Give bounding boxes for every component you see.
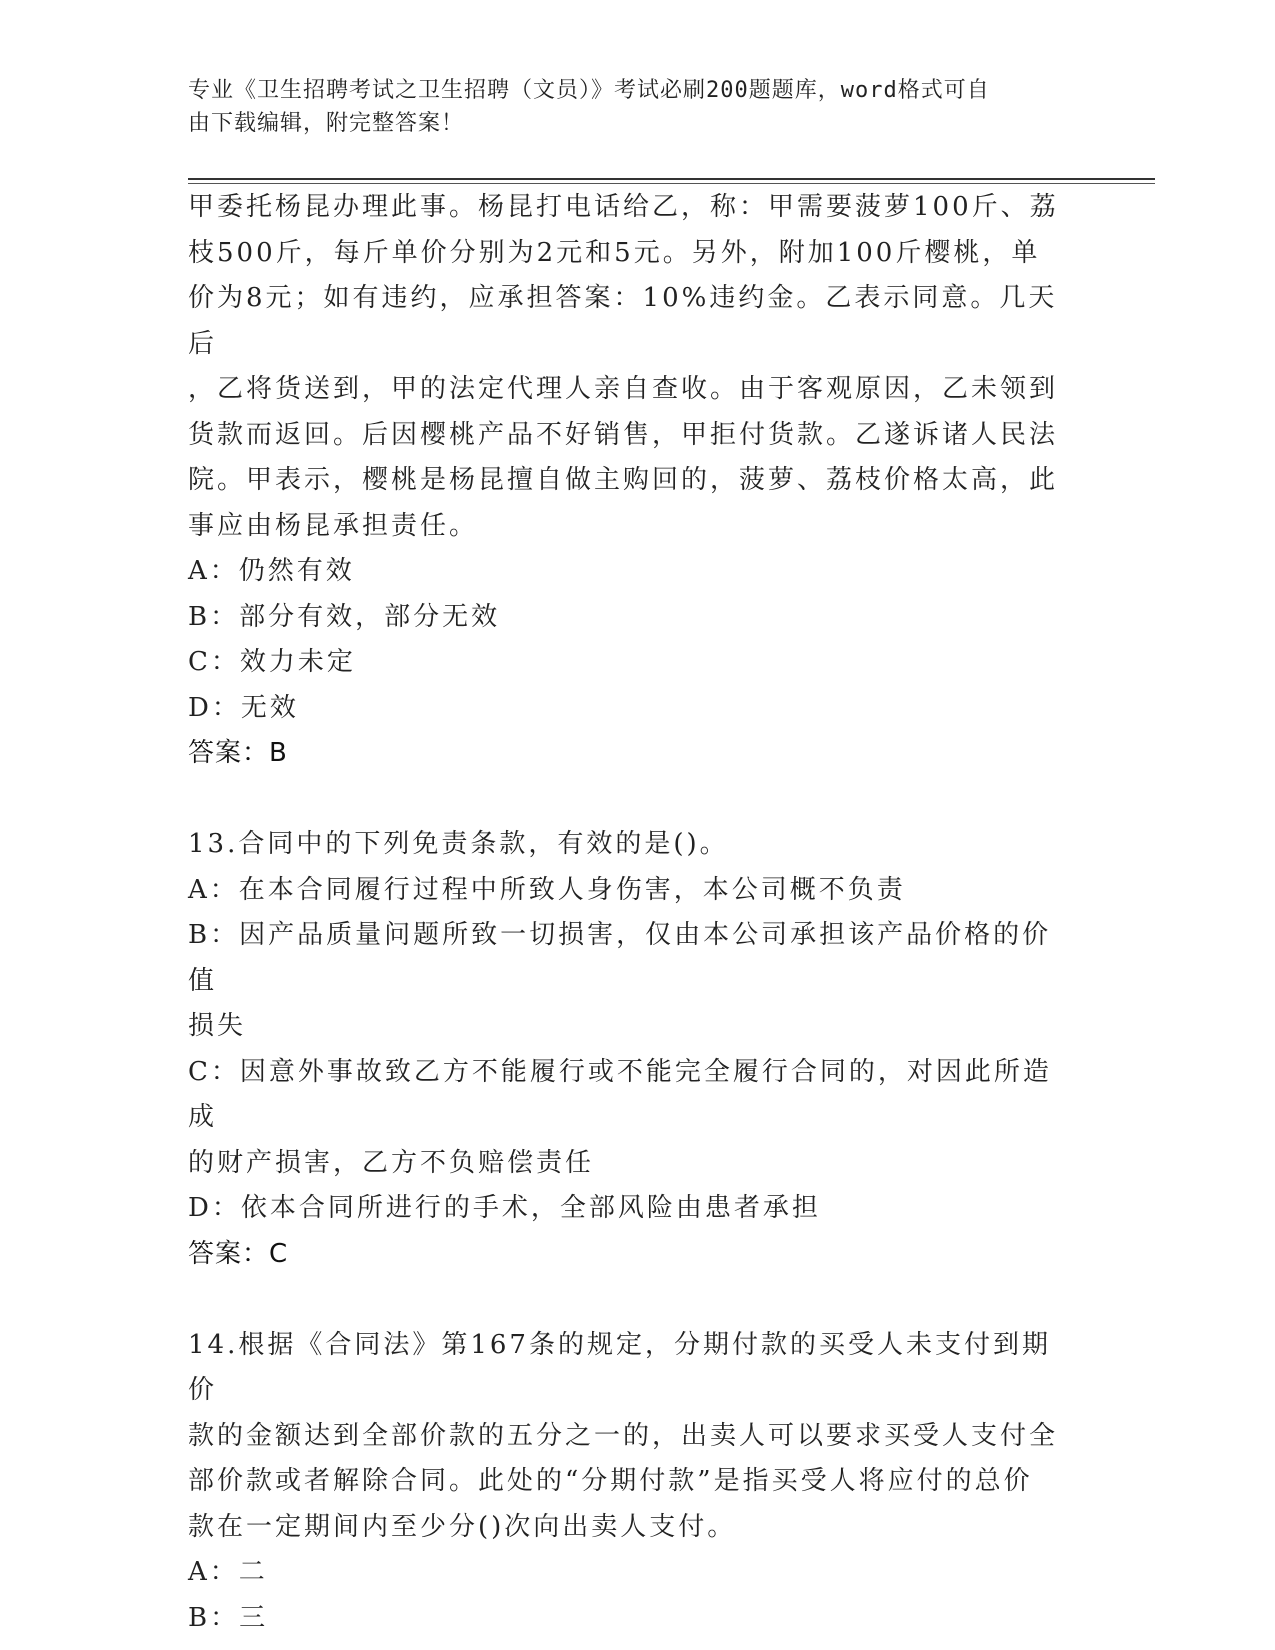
question-stem-line: 枝500斤，每斤单价分别为2元和5元。另外，附加100斤樱桃，单 [188,237,1041,268]
option-a: A：仍然有效 [188,556,355,586]
question-14 [188,1323,1068,1642]
option-c: C：因意外事故致乙方不能履行或不能完全履行合同的，对因此所造成 [188,1056,1052,1132]
option-a: A：在本合同履行过程中所致人身伤害，本公司概不负责 [188,874,906,905]
question-stem-line: 13.合同中的下列免责条款，有效的是()。 [188,829,729,859]
spacer [188,777,1068,823]
option-b-continued: 损失 [188,1011,247,1041]
question-stem-line: ，乙将货送到，甲的法定代理人亲自查收。由于客观原因，乙未领到 [188,374,1059,404]
answer-label: 答案：C [188,1238,289,1269]
header-line-2: 由下载编辑，附完整答案！ [188,111,465,136]
question-stem-line: 款在一定期间内至少分()次向出卖人支付。 [188,1511,737,1542]
answer-label: 答案：B [188,738,288,768]
spacer [188,1277,1068,1323]
question-stem-line: 价为8元；如有违约，应承担答案：10%违约金。乙表示同意。几天后 [188,283,1058,359]
question-stem-line: 甲委托杨昆办理此事。杨昆打电话给乙，称：甲需要菠萝100斤、荔 [188,192,1059,222]
option-b: B：三 [188,1602,269,1633]
option-c-continued: 的财产损害，乙方不负赔偿责任 [188,1147,595,1178]
header-line-1: 专业《卫生招聘考试之卫生招聘（文员）》考试必刷200题题库，word格式可自 [188,78,990,103]
question-stem-line: 款的金额达到全部价款的五分之一的，出卖人可以要求买受人支付全 [188,1420,1059,1451]
question-stem-line: 院。甲表示，樱桃是杨昆擅自做主购回的，菠萝、荔枝价格太高，此 [188,465,1059,495]
document-body [188,185,1068,1641]
option-b: B：因产品质量问题所致一切损害，仅由本公司承担该产品价格的价值 [188,920,1052,996]
question-stem-line: 14.根据《合同法》第167条的规定，分期付款的买受人未支付到期价 [188,1329,1051,1405]
option-d: D：无效 [188,692,299,723]
option-b: B：部分有效，部分无效 [188,601,501,632]
document-header [188,74,1068,140]
option-d: D：依本合同所进行的手术，全部风险由患者承担 [188,1193,821,1223]
question-stem-line: 货款而返回。后因樱桃产品不好销售，甲拒付货款。乙遂诉诸人民法 [188,419,1059,450]
option-a: A：二 [188,1557,268,1587]
question-12 [188,185,1068,777]
header-rule-thin [188,183,1155,184]
header-rule-thick [188,178,1155,180]
question-stem-line: 部价款或者解除合同。此处的“分期付款”是指买受人将应付的总价 [188,1466,1033,1496]
option-c: C：效力未定 [188,647,356,677]
question-13 [188,822,1068,1277]
question-stem-line: 事应由杨昆承担责任。 [188,510,479,541]
